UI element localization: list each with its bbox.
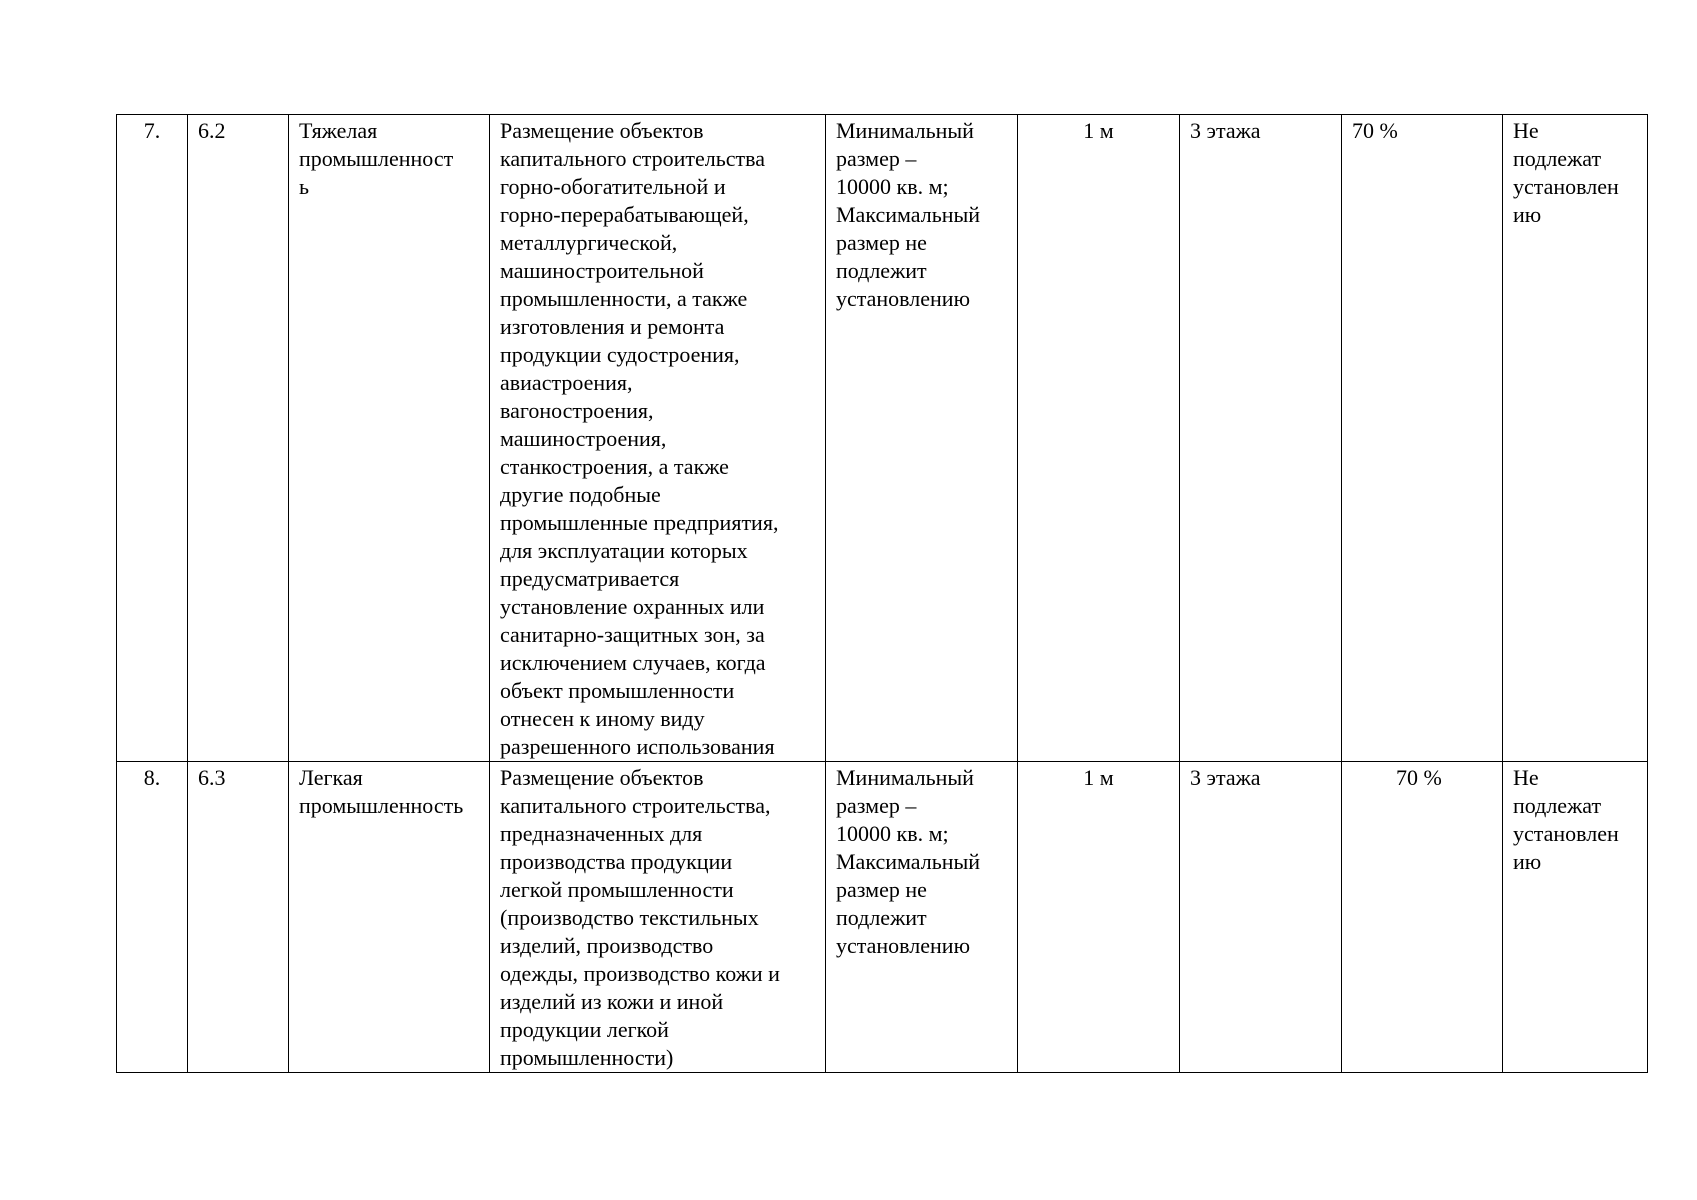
- use-description: Размещение объектов капитального строительства горно-обогатительной и горно-перерабатывающей, металлургической, машиностроительной промышленности, а также изготовления и ремонта продукции судостроения, авиастроения, вагоностроения, машиностроения, станкостроения, а также другие подобные промышленные предприятия, для эксплуатации которых предусматривается установление охранных или санитарно-защитных зон, за исключением случаев, когда объект промышленности отнесен к иному виду разрешенного использования: [500, 118, 779, 759]
- other-params: Не подлежат установлен ию: [1513, 118, 1619, 227]
- name-cell: [289, 762, 490, 1073]
- use-name: Тяжелая промышленност ь: [299, 118, 454, 199]
- description-cell: [490, 115, 826, 762]
- use-description: Размещение объектов капитального строительства, предназначенных для производства продукции легкой промышленности (производство текстильных изделий, производство одежды, производство кожи и изделий из кожи и иной продукции легкой промышленности): [500, 765, 780, 1070]
- land-use-table: [116, 114, 1648, 1073]
- use-code: 6.2: [198, 118, 226, 143]
- use-name: Легкая промышленность: [299, 765, 464, 818]
- indent-cell: [1018, 115, 1180, 762]
- other-cell: [1503, 762, 1648, 1073]
- setback: 1 м: [1083, 765, 1114, 790]
- other-cell: [1503, 115, 1648, 762]
- row-number: 7.: [143, 118, 161, 143]
- max-coverage: 70 %: [1352, 118, 1398, 143]
- max-floors: 3 этажа: [1190, 118, 1261, 143]
- plot-size: Минимальный размер – 10000 кв. м; Максимальный размер не подлежит установлению: [836, 765, 981, 958]
- code-cell: [188, 115, 289, 762]
- coverage-cell: [1342, 762, 1503, 1073]
- code-cell: [188, 762, 289, 1073]
- floors-cell: [1180, 115, 1342, 762]
- name-cell: [289, 115, 490, 762]
- size-cell: [826, 762, 1018, 1073]
- size-cell: [826, 115, 1018, 762]
- table-row: [117, 762, 1648, 1073]
- floors-cell: [1180, 762, 1342, 1073]
- description-cell: [490, 762, 826, 1073]
- max-floors: 3 этажа: [1190, 765, 1261, 790]
- max-coverage: 70 %: [1396, 765, 1442, 790]
- row-number-cell: [117, 115, 188, 762]
- coverage-cell: [1342, 115, 1503, 762]
- use-code: 6.3: [198, 765, 226, 790]
- plot-size: Минимальный размер – 10000 кв. м; Максимальный размер не подлежит установлению: [836, 118, 981, 311]
- setback: 1 м: [1083, 118, 1114, 143]
- row-number-cell: [117, 762, 188, 1073]
- indent-cell: [1018, 762, 1180, 1073]
- other-params: Не подлежат установлен ию: [1513, 765, 1619, 874]
- table-row: [117, 115, 1648, 762]
- row-number: 8.: [143, 765, 161, 790]
